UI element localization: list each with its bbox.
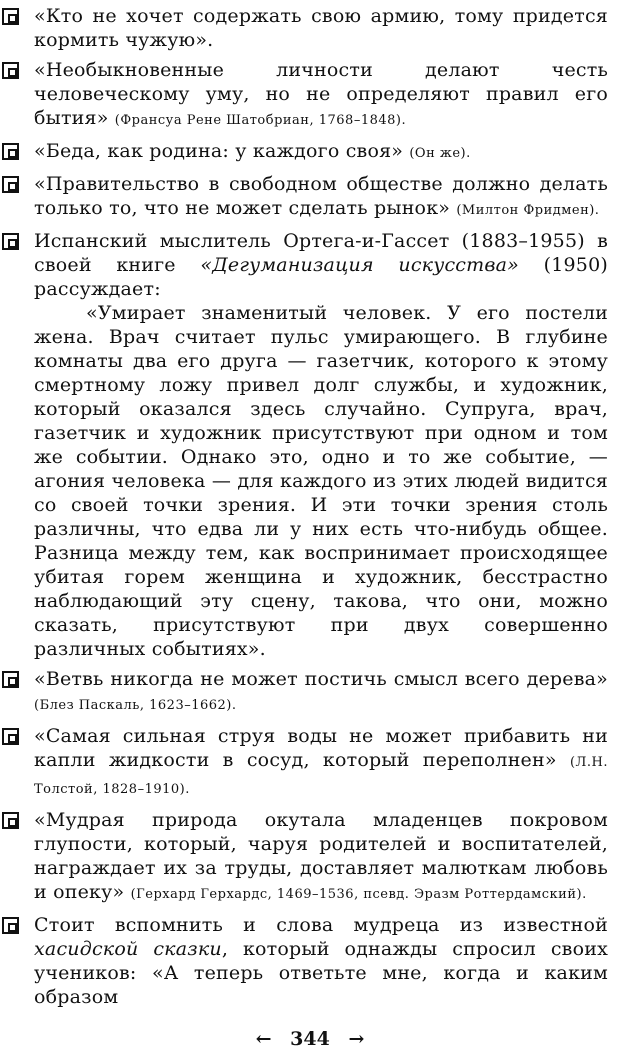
checkbox-bullet-icon — [2, 728, 19, 745]
book-title: «Дегуманизация искусства» — [200, 254, 519, 276]
quote-source: (Милтон Фридмен). — [456, 203, 600, 218]
checkbox-bullet-icon — [2, 176, 19, 193]
prev-page-arrow-icon[interactable]: ← — [255, 1028, 272, 1050]
quote-text-block — [34, 4, 608, 52]
quote-text-block — [34, 172, 608, 223]
quote-text: «Необыкновенные личности делают честь человеческому уму, но не определяют правил его бытия» — [34, 59, 608, 129]
quote-item — [34, 667, 608, 718]
checkbox-bullet-icon — [2, 812, 19, 829]
quote-text: «Мудрая природа окутала младенцев покровом глупости, который, чаруя родителей и воспитателей, награждает их за труды, доставляет малюткам любовь и опеку» — [34, 809, 608, 903]
quote-text-block — [34, 808, 608, 907]
checkbox-bullet-icon — [2, 233, 19, 250]
quote-item — [34, 172, 608, 223]
quote-item — [34, 139, 608, 166]
quote-text-block — [34, 229, 608, 301]
checkbox-bullet-icon — [2, 671, 19, 688]
quote-text-block — [34, 58, 608, 133]
quote-text: «Самая сильная струя воды не может прибавить ни капли жидкости в сосуд, который переполнен» — [34, 725, 608, 771]
checkbox-bullet-icon — [2, 62, 19, 79]
paragraph-text: Стоит вспомнить и слова мудреца из известной — [34, 914, 608, 936]
paragraph-text: (1950) рассуждает: — [34, 254, 608, 300]
quote-text: «Беда, как родина: у каждого своя» — [34, 140, 404, 162]
quote-source: (Герхард Герхардс, 1469–1536, псевд. Эразм Роттердамский). — [130, 887, 587, 902]
quote-item — [34, 808, 608, 907]
checkbox-bullet-icon — [2, 8, 19, 25]
quote-text: «Кто не хочет содержать свою армию, тому придется кормить чужую». — [34, 5, 608, 51]
next-page-arrow-icon[interactable]: → — [348, 1028, 365, 1050]
long-quote: «Умирает знаменитый человек. У его постели жена. Врач считает пульс умирающего. В глубине комнаты два его друга — газетчик, которого к этому смертному ложу привел долг службы, и художник, который оказался здесь случайно. Супруга, врач, газетчик и художник присутствуют при одном и том же событии. Однако это, одно и то же событие, — агония человека — для каждого из этих людей видится со своей точки зрения. И эти точки зрения столь различны, что едва ли у них есть что-нибудь общее. Разница между тем, как воспринимает происходящее убитая горем женщина и художник, бесстрастно наблюдающий эту сцену, такова, что они, можно сказать, присутствуют при двух совершенно различных событиях». — [34, 302, 608, 660]
quote-item — [34, 58, 608, 133]
quote-item — [34, 913, 608, 1009]
quote-source: (Л.Н. Толстой, 1828–1910). — [34, 755, 608, 797]
paragraph-text: , который однажды спросил своих учеников: «А теперь ответьте мне, когда и каким образом — [34, 938, 608, 1008]
quote-text-block — [34, 667, 608, 718]
quote-source: (Франсуа Рене Шатобриан, 1768–1848). — [114, 113, 407, 128]
quote-item — [34, 4, 608, 52]
page-footer — [0, 1028, 620, 1050]
tale-title: хасидской сказки — [34, 938, 222, 960]
quote-text: «Правительство в свободном обществе должно делать только то, что не может сделать рынок» — [34, 173, 608, 219]
quote-text-block — [34, 913, 608, 1009]
quote-item — [34, 724, 608, 802]
quote-source: (Он же). — [409, 146, 471, 161]
checkbox-bullet-icon — [2, 917, 19, 934]
quote-text-block — [34, 724, 608, 802]
quote-text-block — [34, 139, 608, 166]
quote-item — [34, 229, 608, 301]
paragraph-text: Испанский мыслитель Ортега-и-Гассет (1883–1955) в своей книге — [34, 230, 608, 276]
checkbox-bullet-icon — [2, 143, 19, 160]
quote-source: (Блез Паскаль, 1623–1662). — [34, 698, 237, 713]
page-number: 344 — [290, 1028, 330, 1050]
quote-text: «Ветвь никогда не может постичь смысл всего дерева» — [34, 668, 608, 690]
